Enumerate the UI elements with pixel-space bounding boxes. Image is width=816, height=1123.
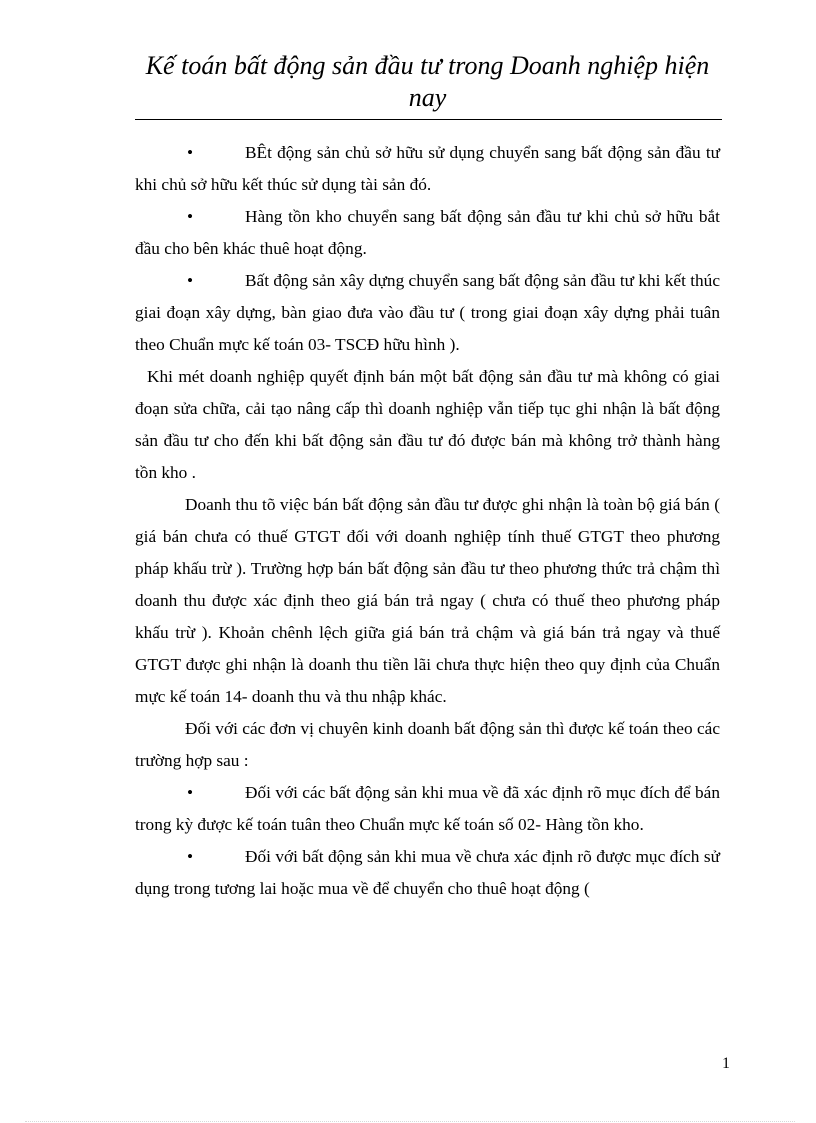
bullet-paragraph	[135, 137, 720, 201]
bullet-paragraph	[135, 201, 720, 265]
bullet-marker: •	[187, 143, 194, 162]
bullet-paragraph	[135, 777, 720, 841]
paragraph-text: BÊt động sản chủ sở hữu sử dụng chuyển sang bất động sản đầu tư khi chủ sở hữu kết thúc sử dụng tài sản đó.	[135, 143, 720, 194]
document-title: Kế toán bất động sản đầu tư trong Doanh nghiệp hiện nay	[145, 51, 710, 112]
bullet-marker: •	[187, 207, 194, 226]
body-paragraph: Doanh thu tõ việc bán bất động sản đầu tư được ghi nhận là toàn bộ giá bán ( giá bán chưa có thuế GTGT đối với doanh nghiệp tính thuế GTGT theo phương pháp khấu trừ ). Trường hợp bán bất động sản đầu tư theo phương thức trả chậm thì doanh thu được xác định theo giá bán trả ngay ( chưa có thuế theo phương pháp khấu trừ ). Khoản chênh lệch giữa giá bán trả chậm và giá bán trả ngay và thuế GTGT được ghi nhận là doanh thu tiền lãi chưa thực hiện theo quy định của Chuẩn mực kế toán 14- doanh thu và thu nhập khác.	[135, 495, 720, 706]
paragraph-text: Đối với các bất động sản khi mua về đã xác định rõ mục đích để bán trong kỳ được kế toán tuân theo Chuẩn mực kế toán số 02- Hàng tồn kho.	[135, 783, 720, 834]
paragraph-text: Hàng tồn kho chuyển sang bất động sản đầu tư khi chủ sở hữu bắt đầu cho bên khác thuê hoạt động.	[135, 207, 720, 258]
bullet-marker: •	[187, 271, 194, 290]
page-bottom-border	[25, 1121, 795, 1122]
document-body	[135, 137, 720, 905]
bullet-paragraph	[135, 841, 720, 905]
bullet-marker: •	[187, 847, 194, 866]
title-underline	[135, 119, 722, 120]
paragraph-text: Bất động sản xây dựng chuyển sang bất động sản đầu tư khi kết thúc giai đoạn xây dựng, bàn giao đưa vào đầu tư ( trong giai đoạn xây dựng phải tuân theo Chuẩn mực kế toán 03- TSCĐ hữu hình ).	[135, 271, 720, 354]
body-paragraph: Đối với các đơn vị chuyên kinh doanh bất động sản thì được kế toán theo các trường hợp sau :	[135, 719, 720, 770]
paragraph-text: Đối với bất động sản khi mua về chưa xác định rõ được mục đích sử dụng trong tương lai hoặc mua về để chuyển cho thuê hoạt động (	[135, 847, 720, 898]
bullet-marker: •	[187, 783, 194, 802]
page-number: 1	[722, 1055, 730, 1072]
bullet-paragraph	[135, 265, 720, 361]
body-paragraph: Khi mét doanh nghiệp quyết định bán một bất động sản đầu tư mà không có giai đoạn sửa chữa, cải tạo nâng cấp thì doanh nghiệp vẫn tiếp tục ghi nhận là bất động sản đầu tư cho đến khi bất động sản đầu tư đó được bán mà không trở thành hàng tồn kho .	[135, 367, 720, 482]
